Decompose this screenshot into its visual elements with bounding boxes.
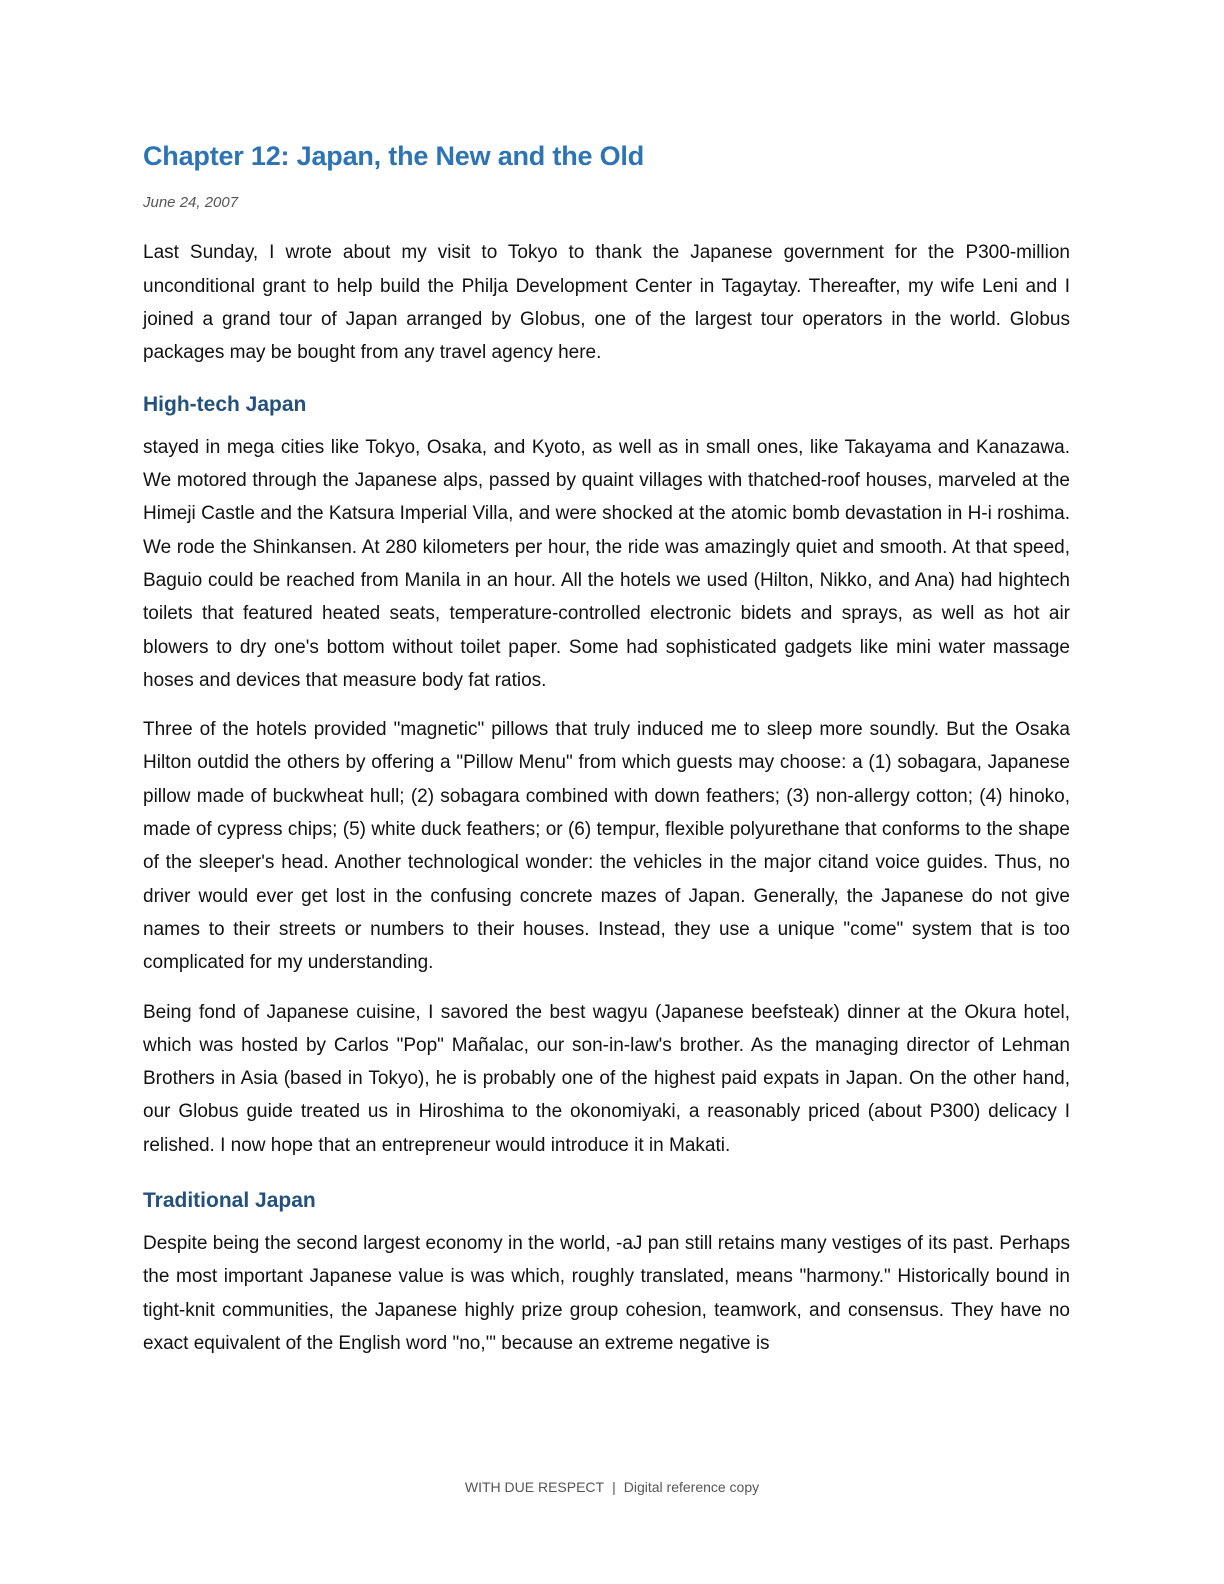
- chapter-title: Chapter 12: Japan, the New and the Old: [143, 141, 644, 171]
- body-paragraph: Being fond of Japanese cuisine, I savored the best wagyu (Japanese beefsteak) dinner at the Okura hotel, which was hosted by Carlos "Pop" Mañalac, our son-in-law's brother. As the managing director of Lehman Brothers in Asia (based in Tokyo), he is probably one of the highest paid expats in Japan. On the other hand, our Globus guide treated us in Hiroshima to the okonomiyaki, a reasonably priced (about P300) delicacy I relished. I now hope that an entrepreneur would introduce it in Makati.: [143, 1001, 1070, 1156]
- body-paragraph: Despite being the second largest economy in the world, -aJ pan still retains many vestiges of its past. Perhaps the most important Japanese value is was which, roughly translated, means "harmony." Historically bound in tight-knit communities, the Japanese highly prize group cohesion, teamwork, and consensus. They have no exact equivalent of the English word "no,'" because an extreme negative is: [143, 1233, 1070, 1355]
- body-paragraph: stayed in mega cities like Tokyo, Osaka, and Kyoto, as well as in small ones, like Takayama and Kanazawa. We motored through the Japanese alps, passed by quaint villages with thatched-roof houses, marveled at the Himeji Castle and the Katsura Imperial Villa, and were shocked at the atomic bomb devastation in H-i roshima. We rode the Shinkansen. At 280 kilometers per hour, the ride was amazingly quiet and smooth. At that speed, Baguio could be reached from Manila in an hour. All the hotels we used (Hilton, Nikko, and Ana) had hightech toilets that featured heated seats, temperature-controlled electronic bidets and sprays, as well as hot air blowers to dry one's bottom without toilet paper. Some had sophisticated gadgets like mini water massage hoses and devices that measure body fat ratios.: [143, 436, 1070, 691]
- document-page: [143, 140, 1070, 1376]
- footer-copy-note: Digital reference copy: [623, 1479, 760, 1495]
- intro-paragraph: Last Sunday, I wrote about my visit to Tokyo to thank the Japanese government for the P300-million unconditional grant to help build the Philja Development Center in Tagaytay. Thereafter, my wife Leni and I joined a grand tour of Japan arranged by Globus, one of the largest tour operators in the world. Globus packages may be bought from any travel agency here.: [143, 242, 1070, 364]
- section-heading-high-tech-japan: High-tech Japan: [143, 392, 307, 416]
- footer-separator: |: [612, 1479, 616, 1495]
- footer-book-title: WITH DUE RESPECT: [464, 1479, 605, 1495]
- page-footer: [0, 1479, 1224, 1495]
- publication-date: June 24, 2007: [143, 194, 239, 212]
- section-heading-traditional-japan: Traditional Japan: [143, 1189, 316, 1212]
- body-paragraph: Three of the hotels provided "magnetic" pillows that truly induced me to sleep more soundly. But the Osaka Hilton outdid the others by offering a "Pillow Menu" from which guests may choose: a (1) sobagara, Japanese pillow made of buckwheat hull; (2) sobagara combined with down feathers; (3) non-allergy cotton; (4) hinoko, made of cypress chips; (5) white duck feathers; or (6) tempur, flexible polyurethane that conforms to the shape of the sleeper's head. Another technological wonder: the vehicles in the major citand voice guides. Thus, no driver would ever get lost in the confusing concrete mazes of Japan. Generally, the Japanese do not give names to their streets or numbers to their houses. Instead, they use a unique "come" system that is too complicated for my understanding.: [143, 719, 1070, 974]
